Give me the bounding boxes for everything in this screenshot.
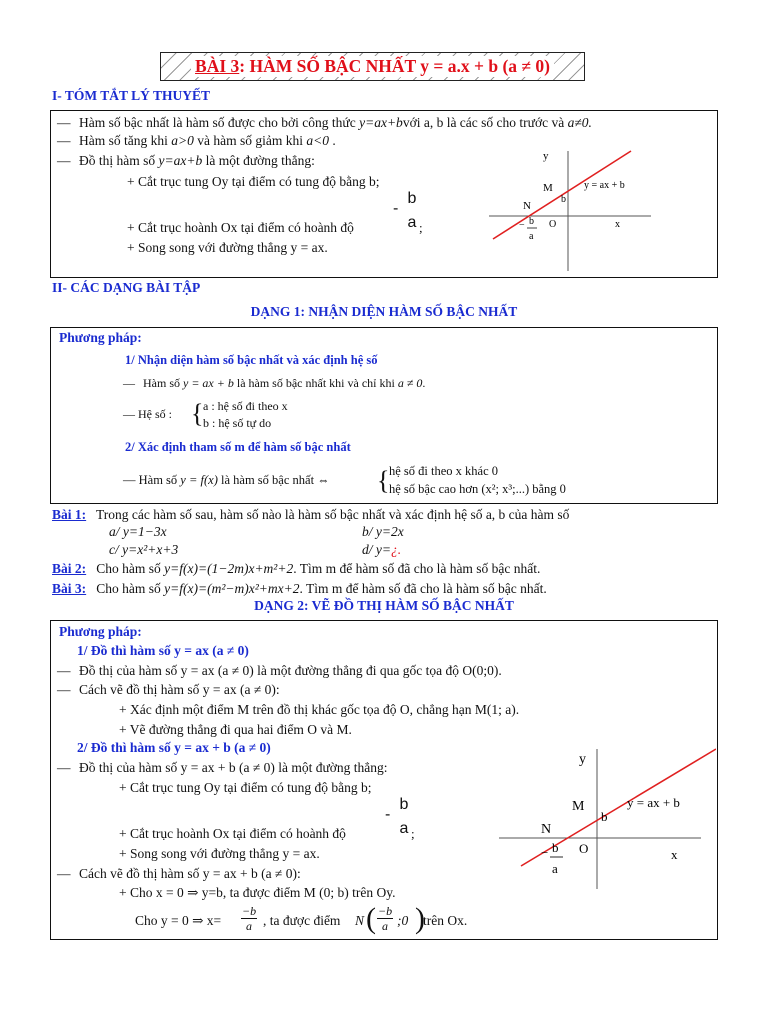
method1-param: — Hàm số y = f(x) là hàm số bậc nhất ⇔ { hệ số đi theo x khác 0 hệ số bậc cao hơn (x²; x³;...) bằng 0	[123, 464, 566, 496]
origin-label: O	[579, 841, 589, 856]
origin-label: O	[549, 219, 557, 230]
method2-s2: 2/ Đồ thì hàm số y = ax + b (a ≠ 0)	[77, 740, 271, 755]
theory-line-2: — Hàm số tăng khi a>0 và hàm số giảm khi a<0 .	[57, 133, 336, 148]
fraction-a: a	[529, 231, 534, 242]
method2-s1: 1/ Đồ thì hàm số y = ax (a ≠ 0)	[77, 643, 249, 658]
method2-s2f: + Cho x = 0 ⇒ y=b, ta được điểm M (0; b) trên Oy.	[119, 885, 396, 900]
graph-line	[521, 749, 716, 866]
method2-s2b: + Cắt trục tung Oy tại điểm có tung độ bằng b;	[119, 780, 372, 795]
theory-line-5: + Cắt trục hoành Ox tại điểm có hoành độ	[127, 220, 354, 235]
method2-s1c: + Xác định một điểm M trên đồ thị khác gốc tọa độ O, chẳng hạn M(1; a).	[119, 702, 520, 717]
bai1-option-c: c/ y=x²+x+3	[109, 542, 179, 557]
method2-s2e: — Cách vẽ đồ thị hàm số y = ax + b (a ≠ 0):	[57, 866, 301, 881]
theory-box: — Hàm số bậc nhất là hàm số được cho bởi công thức y=ax+bvới a, b là các số cho trước và a≠0. — Hàm số tăng khi a>0 và hàm số giảm khi a<0 . — Đồ thị hàm số y=ax+b là một đường thẳng: + Cắt trục tung Oy tại điểm có tung độ bằng b; - b a ; + Cắt trục hoành Ox tại điểm có hoành độ + Song song với đường thẳng y = ax. y x O M N b y = ax + b − b a	[50, 110, 718, 278]
point-m-label: M	[543, 182, 553, 194]
x-axis-label: x	[615, 219, 620, 230]
method2-s1a: — Đồ thị của hàm số y = ax (a ≠ 0) là một đường thẳng đi qua gốc tọa độ O(0;0).	[57, 663, 502, 678]
page-title: BÀI 3: HÀM SỐ BẬC NHẤT y = a.x + b (a ≠ 0)	[191, 56, 554, 77]
fraction-minus: −	[519, 220, 525, 231]
method1-step1: 1/ Nhận diện hàm số bậc nhất và xác định hệ số	[125, 353, 378, 367]
method2-s2g: Cho y = 0 ⇒ x= $\frac{-b}{a}$ , ta được điểm N ( $\frac{-b}{a}$ ;0 ) trên Ox.	[135, 902, 468, 935]
point-m-label: M	[572, 799, 585, 814]
theory-line-4: + Cắt trục tung Oy tại điểm có tung độ bằng b;	[127, 174, 380, 189]
section-heading-theory: I- TÓM TẮT LÝ THUYẾT	[52, 88, 211, 103]
method2-s2a: — Đồ thị của hàm số y = ax + b (a ≠ 0) là một đường thẳng:	[57, 760, 388, 775]
bai1-option-d: d/ y=¿.	[362, 542, 402, 557]
fraction-b: b	[552, 840, 559, 855]
theory-line-3: — Đồ thị hàm số y=ax+b là một đường thẳng:	[57, 153, 315, 168]
point-n-label: N	[523, 200, 531, 212]
y-axis-label: y	[543, 150, 549, 162]
bai1-prompt: Bài 1: Trong các hàm số sau, hàm số nào là hàm số bậc nhất và xác định hệ số a, b của hàm số	[52, 507, 570, 522]
dang2-heading: DẠNG 2: VẼ ĐỒ THỊ HÀM SỐ BẬC NHẤT	[254, 598, 514, 613]
y-axis-label: y	[579, 752, 586, 767]
method2-s2c: + Cắt trục hoành Ox tại điểm có hoành độ	[119, 826, 346, 841]
bai2: Bài 2: Cho hàm số y=f(x)=(1−2m)x+m²+2. Tìm m để hàm số đã cho là hàm số bậc nhất.	[52, 561, 541, 576]
line-equation-label: y = ax + b	[584, 180, 625, 191]
x-axis-label: x	[671, 847, 678, 862]
method-box-1: Phương pháp: 1/ Nhận diện hàm số bậc nhất và xác định hệ số — Hàm số y = ax + b là hàm số bậc nhất khi và chỉ khi a ≠ 0. — Hệ số : { a : hệ số đi theo x b : hệ số tự do 2/ Xác định tham số m để hàm số bậc nhất — Hàm số y = f(x) là hàm số bậc nhất ⇔ { hệ số đi theo x khác 0 hệ số bậc cao hơn (x²; x³;...) bằng 0	[50, 327, 718, 504]
method-box-2: Phương pháp: 1/ Đồ thì hàm số y = ax (a ≠ 0) — Đồ thị của hàm số y = ax (a ≠ 0) là một đường thẳng đi qua gốc tọa độ O(0;0). — Cách vẽ đồ thị hàm số y = ax (a ≠ 0): + Xác định một điểm M trên đồ thị khác gốc tọa độ O, chẳng hạn M(1; a). + Vẽ đường thẳng đi qua hai điểm O và M. 2/ Đồ thì hàm số y = ax + b (a ≠ 0) — Đồ thị của hàm số y = ax + b (a ≠ 0) là một đường thẳng: + Cắt trục tung Oy tại điểm có tung độ bằng b; - b a ; + Cắt trục hoành Ox tại điểm có hoành độ + Song song với đường thẳng y = ax. — Cách vẽ đồ thị hàm số y = ax + b (a ≠ 0): + Cho x = 0 ⇒ y=b, ta được điểm M (0; b) trên Oy. Cho y = 0 ⇒ x= $\frac{-b}{a}$ , ta được điểm N ( $\frac{-b}{a}$ ;0 ) trên Ox. y x O M N b y = ax + b − b a	[50, 620, 718, 940]
method-label-2: Phương pháp:	[59, 624, 142, 639]
point-n-label: N	[541, 822, 552, 837]
fraction-b: b	[529, 216, 534, 227]
method1-step2: 2/ Xác định tham số m để hàm số bậc nhất	[125, 440, 351, 454]
fraction-a: a	[552, 861, 558, 876]
method2-s1b: — Cách vẽ đồ thị hàm số y = ax (a ≠ 0):	[57, 682, 280, 697]
method2-s2d: + Song song với đường thẳng y = ax.	[119, 846, 320, 861]
section-heading-exercises: II- CÁC DẠNG BÀI TẬP	[52, 280, 201, 295]
intercept-b-label: b	[601, 809, 608, 824]
dang1-heading: DẠNG 1: NHẬN DIỆN HÀM SỐ BẬC NHẤT	[250, 304, 518, 319]
bai3: Bài 3: Cho hàm số y=f(x)=(m²−m)x²+mx+2. Tìm m để hàm số đã cho là hàm số bậc nhất.	[52, 581, 547, 596]
method2-s1d: + Vẽ đường thẳng đi qua hai điểm O và M.	[119, 722, 352, 737]
bai1-option-a: a/ y=1−3x	[109, 524, 167, 539]
theory-line-1: — Hàm số bậc nhất là hàm số được cho bởi công thức y=ax+bvới a, b là các số cho trước và a≠0.	[57, 115, 592, 130]
fraction-minus: −	[541, 845, 549, 860]
method1-line1: — Hàm số y = ax + b là hàm số bậc nhất khi và chỉ khi a ≠ 0.	[123, 376, 426, 390]
graph-large	[491, 741, 716, 891]
title-banner	[160, 52, 585, 81]
line-equation-label: y = ax + b	[627, 795, 680, 810]
theory-line-6: + Song song với đường thẳng y = ax.	[127, 240, 328, 255]
graph-small	[481, 143, 711, 275]
intercept-b-label: b	[561, 194, 566, 205]
method-label: Phương pháp:	[59, 330, 142, 345]
bai1-option-b: b/ y=2x	[362, 524, 404, 539]
